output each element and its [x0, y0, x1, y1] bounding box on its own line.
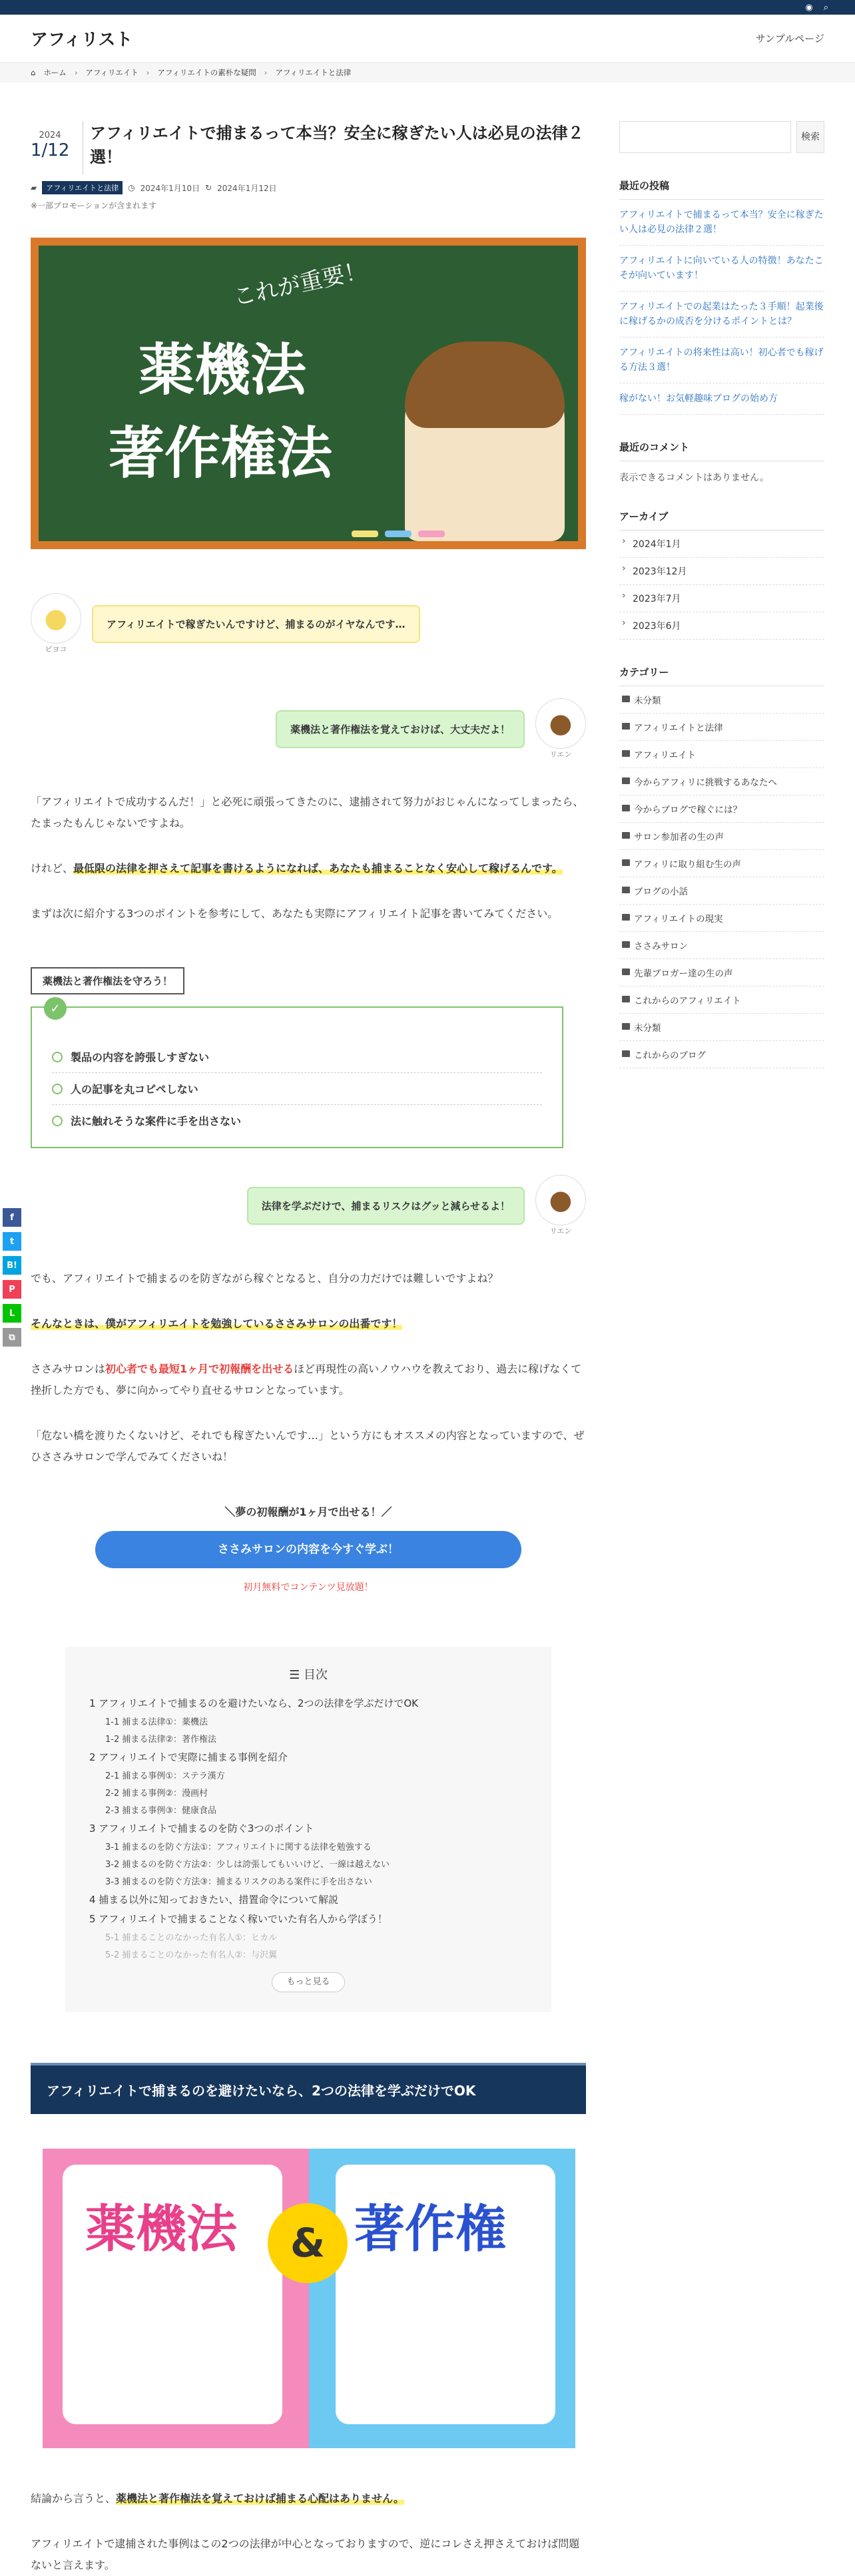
- avatar-piyoko: [31, 593, 81, 654]
- toc-item[interactable]: 3 アフィリエイトで捕まるのを防ぐ3つのポイント: [89, 1823, 314, 1834]
- toc-subitem[interactable]: 2-2 捕まる事例②：漫画村: [105, 1789, 208, 1799]
- eyecatch-image: [31, 238, 586, 549]
- avatar-name: ピヨコ: [45, 645, 67, 654]
- recent-post-link[interactable]: アフィリエイトの将来性は高い！初心者でも稼げる方法３選！: [619, 337, 824, 383]
- updated-date: 2024年1月12日: [217, 183, 277, 193]
- category-item[interactable]: サロン参加者の生の声: [619, 823, 824, 850]
- speech-balloon-rien: [31, 698, 586, 759]
- highlight-text: そんなときは、僕がアフィリエイトを勉強しているささみサロンの出番です！: [31, 1317, 403, 1330]
- chevron-right-icon: ›: [74, 68, 78, 77]
- paragraph: [31, 2488, 586, 2509]
- sidebar-search: [619, 121, 824, 153]
- post-month-day: 1/12: [31, 140, 70, 160]
- twitter-share-icon[interactable]: t: [3, 1232, 21, 1251]
- toc-item[interactable]: 2 アフィリエイトで実際に捕まる事例を紹介: [89, 1751, 288, 1763]
- chevron-right-icon: ›: [264, 68, 268, 77]
- site-logo[interactable]: アフィリスト: [31, 30, 133, 50]
- category-item[interactable]: アフィリエイトの現実: [619, 905, 824, 932]
- breadcrumb: [0, 63, 855, 83]
- update-icon: ↻: [205, 183, 212, 192]
- no-comments-text: 表示できるコメントはありません。: [619, 473, 769, 483]
- toc-subitem[interactable]: 2-3 捕まる事例③：健康食品: [105, 1806, 217, 1816]
- chevron-right-icon: ›: [146, 68, 150, 77]
- copy-share-icon[interactable]: ⧉: [3, 1328, 21, 1347]
- toc-subitem[interactable]: 5-1 捕まることのなかった有名人①：ヒカル: [105, 1933, 278, 1943]
- category-list: [619, 686, 824, 1068]
- sidebar: [619, 121, 824, 1068]
- search-button[interactable]: 検索: [796, 121, 824, 153]
- avatar-name: リエン: [549, 750, 572, 759]
- paragraph: 「アフィリエイトで成功するんだ！」と必死に頑張ってきたのに、逮捕されて努力がおじゃんになってしまったら、たまったもんじゃないですよね。: [31, 795, 584, 829]
- toc-item[interactable]: 1 アフィリエイトで捕まるのを避けたいなら、2つの法律を学ぶだけでOK: [89, 1697, 419, 1709]
- image-text-left: 薬機法: [85, 2199, 237, 2258]
- toc-more-button[interactable]: もっと見る: [272, 1972, 345, 1992]
- paragraph: [31, 1359, 586, 1401]
- category-item[interactable]: これからのアフィリエイト: [619, 986, 824, 1014]
- category-item[interactable]: 先輩ブロガー達の生の声: [619, 959, 824, 986]
- archive-item[interactable]: › 2023年12月: [619, 558, 824, 585]
- recent-post-link[interactable]: 稼がない！お気軽趣味ブログの始め方: [619, 383, 824, 415]
- recent-posts-list: [619, 200, 824, 415]
- post-title: アフィリエイトで捕まるって本当？安全に稼ぎたい人は必見の法律２選！: [83, 121, 586, 174]
- section-heading: アフィリエイトで捕まるのを避けたいなら、2つの法律を学ぶだけでOK: [31, 2063, 586, 2114]
- chalkboard: [39, 246, 578, 541]
- post-meta: [31, 181, 586, 194]
- section-image: [43, 2149, 575, 2448]
- category-item[interactable]: ブログの小話: [619, 877, 824, 905]
- search-icon[interactable]: ⌕: [823, 2, 828, 13]
- list-item: 人の記事を丸コピペしない: [52, 1073, 542, 1105]
- checkbox-title: 薬機法と著作権法を守ろう！: [31, 967, 184, 994]
- text: ほど再現性の高いノウハウを教えており、過去に稼げなくて挫折した方でも、夢に向かってやり直せるサロンとなっています。: [31, 1363, 582, 1396]
- breadcrumb-home[interactable]: ホーム: [43, 68, 67, 77]
- date-box: [31, 130, 69, 160]
- category-item[interactable]: 未分類: [619, 686, 824, 714]
- avatar-name: リエン: [549, 1227, 572, 1235]
- archive-item[interactable]: › 2023年7月: [619, 585, 824, 612]
- checkbox-list: [31, 1001, 563, 1148]
- hatena-share-icon[interactable]: B!: [3, 1256, 21, 1275]
- cta-button[interactable]: ささみサロンの内容を今すぐ学ぶ！: [95, 1531, 521, 1568]
- recent-post-link[interactable]: アフィリエイトでの起業はたった３手順！起業後に稼げるかの成否を分けるポイントとは？: [619, 292, 824, 337]
- top-bar: [0, 0, 855, 15]
- toc-subitem[interactable]: 1-2 捕まる法律②：著作権法: [105, 1735, 217, 1745]
- archive-list: [619, 531, 824, 640]
- main-content: [31, 121, 586, 2576]
- line-share-icon[interactable]: L: [3, 1304, 21, 1323]
- category-item[interactable]: これからのブログ: [619, 1041, 824, 1068]
- paragraph: 「危ない橋を渡りたくないけど、それでも稼ぎたいんです…」という方にもオススメの内容となっていますので、ぜひささみサロンで学んでみてくださいね！: [31, 1429, 585, 1463]
- promo-notice: ※一部プロモーションが含まれます: [31, 201, 157, 210]
- category-heading: カテゴリー: [619, 665, 824, 686]
- red-text: 初心者でも最短1ヶ月で初報酬を出せる: [105, 1363, 294, 1375]
- boy-icon: ●: [549, 1185, 573, 1215]
- avatar-rien: [535, 1175, 586, 1236]
- search-input[interactable]: [619, 121, 791, 153]
- breadcrumb-law[interactable]: アフィリエイトと法律: [275, 68, 352, 77]
- recent-post-link[interactable]: アフィリエイトに向いている人の特徴！あなたこそが向いています！: [619, 246, 824, 292]
- category-badge[interactable]: アフィリエイトと法律: [42, 181, 123, 194]
- breadcrumb-affiliate[interactable]: アフィリエイト: [85, 68, 139, 77]
- text: ささみサロンは: [31, 1363, 106, 1375]
- boy-icon: ●: [549, 708, 573, 739]
- share-buttons: [3, 1208, 21, 1347]
- paragraph: でも、アフィリエイトで捕まるのを防ぎながら稼ぐとなると、自分の力だけでは難しいですよね？: [31, 1272, 499, 1285]
- toc-subitem[interactable]: 3-2 捕まるのを防ぐ方法②：少しは誇張してもいいけど、一線は越えない: [105, 1860, 390, 1870]
- recent-posts-heading: 最近の投稿: [619, 178, 824, 200]
- check-icon: ✓: [44, 997, 67, 1020]
- facebook-share-icon[interactable]: f: [3, 1208, 21, 1227]
- speech-balloon-piyoko: [31, 593, 586, 654]
- category-item[interactable]: アフィリエイトと法律: [619, 714, 824, 741]
- list-item: 法に触れそうな案件に手を出さない: [52, 1105, 542, 1136]
- toc-item[interactable]: 5 アフィリエイトで捕まることなく稼いでいた有名人から学ぼう！: [89, 1913, 388, 1925]
- list-item: 製品の内容を誇張しすぎない: [52, 1041, 542, 1073]
- image-text-right: 著作権: [354, 2199, 506, 2258]
- category-item[interactable]: 未分類: [619, 1014, 824, 1041]
- archive-item[interactable]: › 2024年1月: [619, 531, 824, 558]
- published-date: 2024年1月10日: [140, 183, 200, 193]
- ampersand-burst: &: [268, 2203, 348, 2283]
- bubble-text: 薬機法と著作権法を覚えておけば、大丈夫だよ！: [276, 710, 525, 748]
- rss-icon[interactable]: ◉: [805, 2, 813, 13]
- paragraph: [31, 1313, 586, 1335]
- text: けれど、: [31, 862, 74, 875]
- table-of-contents: [65, 1647, 551, 2012]
- cta-subtext: 初月無料でコンテンツ見放題！: [243, 1582, 374, 1593]
- bubble-text: 法律を学ぶだけで、捕まるリスクはグッと減らせるよ！: [247, 1187, 525, 1225]
- category-item[interactable]: ささみサロン: [619, 932, 824, 959]
- clock-icon: ◷: [128, 183, 135, 192]
- pocket-share-icon[interactable]: P: [3, 1280, 21, 1299]
- category-item[interactable]: アフィリに取り組む生の声: [619, 850, 824, 877]
- list-icon: ☰: [289, 1668, 304, 1682]
- text: 結論から言うと、: [31, 2492, 117, 2505]
- toc-subitem[interactable]: 3-3 捕まるのを防ぐ方法③：捕まるリスクのある案件に手を出さない: [105, 1877, 372, 1887]
- paragraph: [31, 858, 586, 879]
- nav-sample-page[interactable]: サンプルページ: [755, 33, 824, 45]
- toc-subitem[interactable]: 1-1 捕まる法律①：薬機法: [105, 1717, 208, 1727]
- toc-list: [89, 1696, 527, 1960]
- toc-item[interactable]: 4 捕まる以外に知っておきたい、措置命令について解説: [89, 1894, 339, 1906]
- category-item[interactable]: アフィリエイト: [619, 741, 824, 768]
- archive-heading: アーカイブ: [619, 509, 824, 531]
- breadcrumb-questions[interactable]: アフィリエイトの素朴な疑問: [157, 68, 256, 77]
- recent-comments-heading: 最近のコメント: [619, 440, 824, 461]
- paragraph: アフィリエイトで逮捕された事例はこの2つの法律が中心となっておりますので、逆にコレさえ押さえておけば問題ないと言えます。: [31, 2537, 580, 2571]
- toc-subitem[interactable]: 3-1 捕まるのを防ぐ方法①：アフィリエイトに関する法律を勉強する: [105, 1842, 372, 1852]
- site-header: [0, 15, 855, 63]
- recent-post-link[interactable]: アフィリエイトで捕まるって本当？安全に稼ぎたい人は必見の法律２選！: [619, 200, 824, 246]
- toc-subitem[interactable]: 5-2 捕まることのなかった有名人②：与沢翼: [105, 1950, 278, 1960]
- category-item[interactable]: 今からアフィリに挑戦するあなたへ: [619, 768, 824, 795]
- paragraph: まずは次に紹介する3つのポイントを参考にして、あなたも実際にアフィリエイト記事を書いてみてください。: [31, 907, 559, 920]
- avatar-rien: [535, 698, 586, 759]
- chalk-pieces: [352, 531, 445, 537]
- post-year: 2024: [39, 130, 61, 140]
- archive-item[interactable]: › 2023年6月: [619, 612, 824, 640]
- speech-balloon-rien-2: [31, 1175, 586, 1236]
- eyecatch-line1: 薬機法: [139, 337, 307, 403]
- toc-title-text: 目次: [303, 1668, 328, 1682]
- character-illustration: [405, 341, 565, 541]
- eyecatch-note: これが重要！: [230, 257, 370, 312]
- bubble-text: アフィリエイトで稼ぎたいんですけど、捕まるのがイヤなんです…: [92, 605, 420, 643]
- cta-headline: ＼夢の初報酬が1ヶ月で出せる！／: [224, 1506, 392, 1518]
- toc-subitem[interactable]: 2-1 捕まる事例①：ステラ漢方: [105, 1771, 225, 1781]
- category-item[interactable]: 今からブログで稼ぐには？: [619, 795, 824, 823]
- eyecatch-line2: 著作権法: [109, 421, 333, 486]
- toc-title: [89, 1665, 527, 1683]
- highlight-text: 薬機法と著作権法を覚えておけば捕まる心配はありません。: [116, 2492, 404, 2505]
- folder-icon: ▰: [31, 183, 37, 192]
- home-icon: ⌂: [31, 68, 36, 77]
- highlight-text: 最低限の法律を押さえて記事を書けるようになれば、あなたも捕まることなく安心して稼げるんです。: [73, 862, 563, 875]
- chick-icon: ●: [44, 603, 68, 634]
